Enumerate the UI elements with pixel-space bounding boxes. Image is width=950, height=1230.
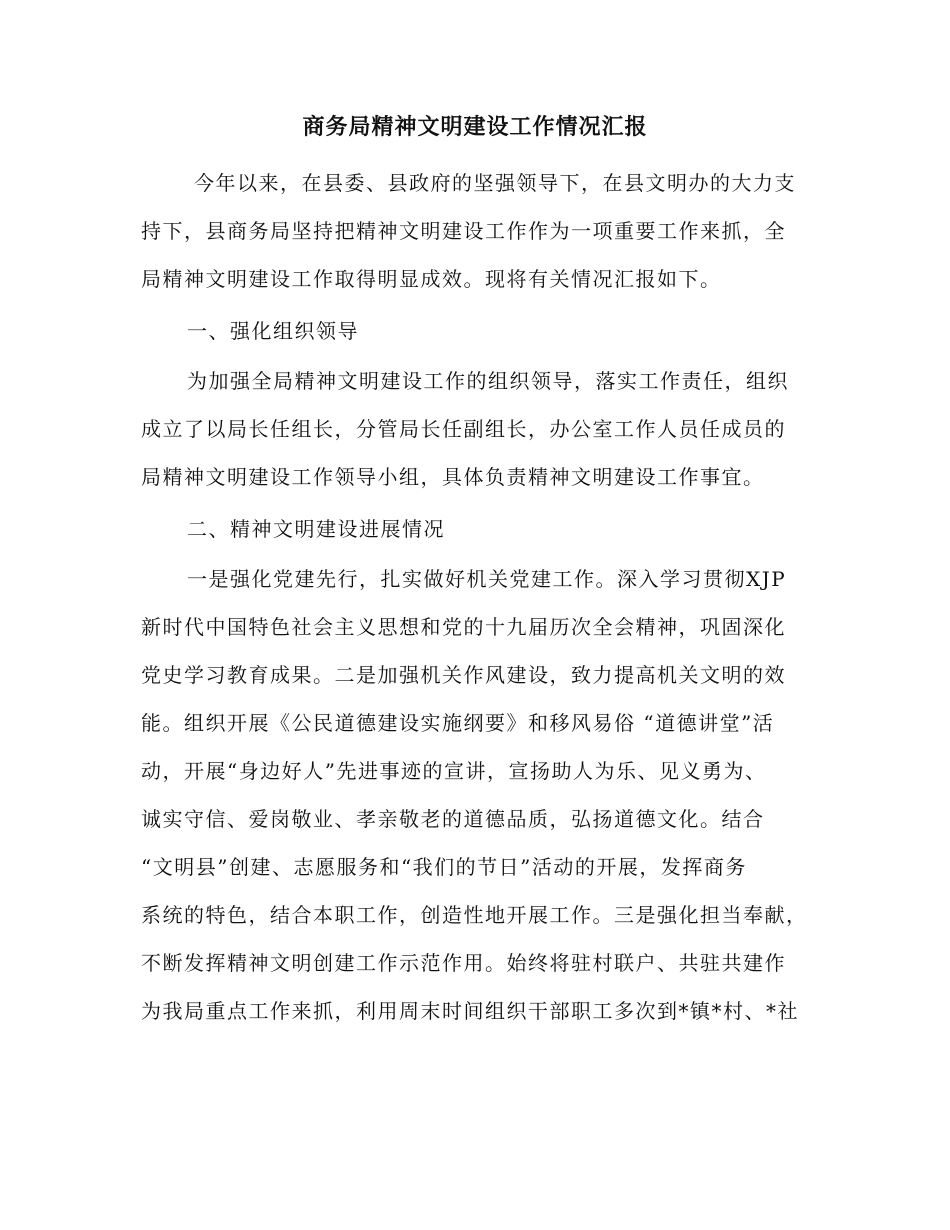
paragraph-line: 局精神文明建设工作领导小组，具体负责精神文明建设工作事宜。 [141, 465, 765, 489]
paragraph-line: 为加强全局精神文明建设工作的组织领导，落实工作责任，组织 [187, 369, 789, 393]
paragraph-line: 今年以来，在县委、县政府的坚强领导下，在县文明办的大力支 [194, 171, 796, 195]
paragraph-line: 动，开展“身边好人”先进事迹的宣讲，宣扬助人为乐、见义勇为、 [141, 759, 767, 783]
paragraph-line: 系统的特色，结合本职工作，创造性地开展工作。三是强化担当奉献， [141, 903, 808, 927]
paragraph-line: 持下，县商务局坚持把精神文明建设工作作为一项重要工作来抓，全 [141, 219, 786, 243]
paragraph-line: “文明县”创建、志愿服务和“我们的节日”活动的开展，发挥商务 [141, 855, 747, 879]
paragraph-line: 成立了以局长任组长，分管局长任副组长，办公室工作人员任成员的 [141, 417, 786, 441]
paragraph-line: 为我局重点工作来抓，利用周末时间组织干部职工多次到*镇*村、*社 [141, 999, 799, 1023]
section-heading: 二、精神文明建设进展情况 [187, 517, 445, 541]
paragraph-line: 能。组织开展《公民道德建设实施纲要》和移风易俗 “道德讲堂”活 [141, 711, 775, 735]
paragraph-line: 局精神文明建设工作取得明显成效。现将有关情况汇报如下。 [141, 267, 722, 291]
section-heading: 一、强化组织领导 [187, 319, 359, 343]
document-title: 商务局精神文明建设工作情况汇报 [302, 114, 648, 140]
paragraph-line: 诚实守信、爱岗敬业、孝亲敬老的道德品质，弘扬道德文化。结合 [141, 807, 765, 831]
paragraph-line: 新时代中国特色社会主义思想和党的十九届历次全会精神，巩固深化 [141, 615, 786, 639]
paragraph-line: 不断发挥精神文明创建工作示范作用。始终将驻村联户、共驻共建作 [141, 951, 786, 975]
paragraph-line: 党史学习教育成果。二是加强机关作风建设，致力提高机关文明的效 [141, 663, 786, 687]
paragraph-line: 一是强化党建先行，扎实做好机关党建工作。深入学习贯彻XJP [187, 567, 787, 591]
